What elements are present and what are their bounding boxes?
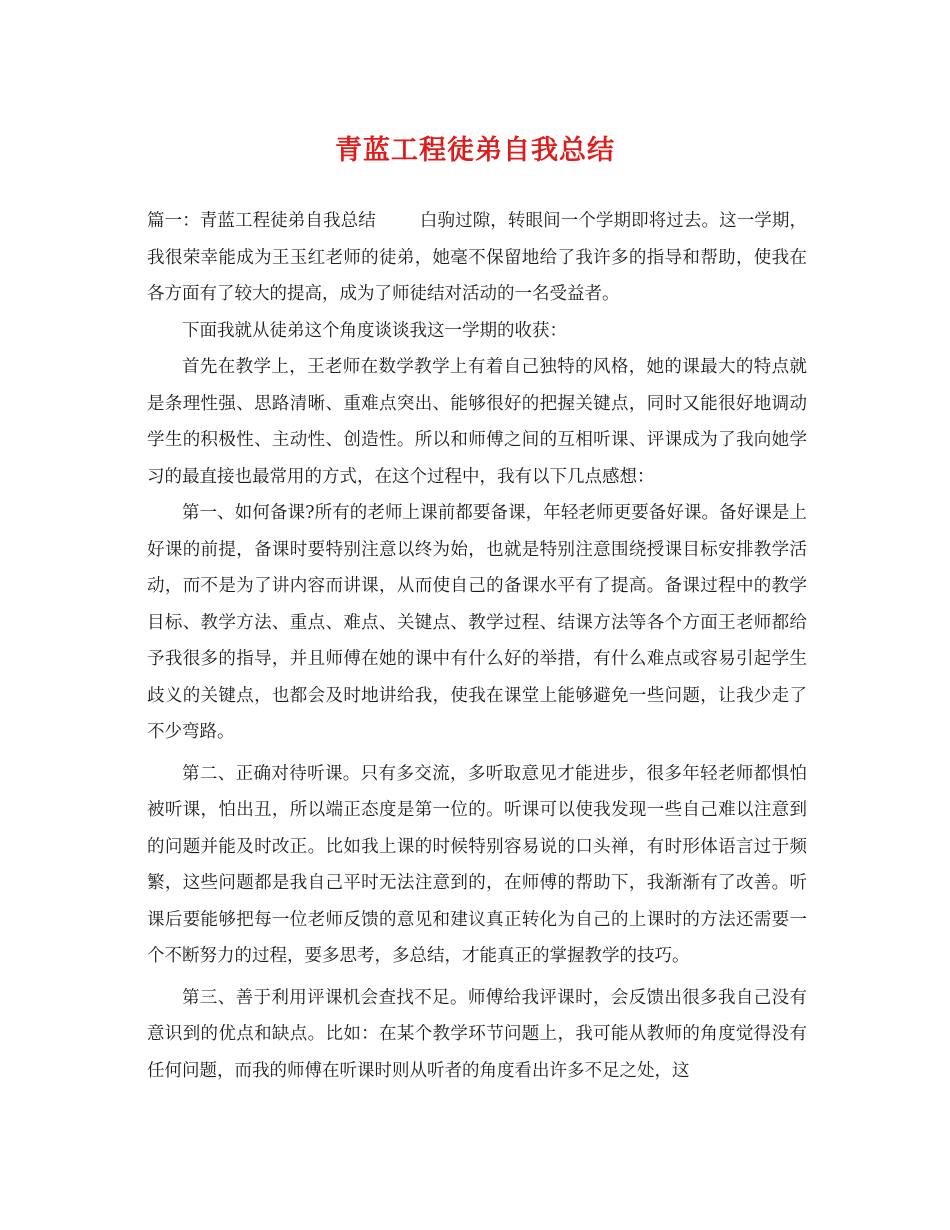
paragraph-teaching: 首先在教学上，王老师在数学教学上有着自己独特的风格，她的课最大的特点就是条理性强、思路清晰、重难点突出、能够很好的把握关键点，同时又能很好地调动学生的积极性、主动性、创造性。所以和师傅之间的互相听课、评课成为了我向她学习的最直接也最常用的方式，在这个过程中，我有以下几点感想： (147, 357, 807, 487)
document-body (147, 203, 807, 1089)
paragraph-harvest: 下面我就从徒弟这个角度谈谈我这一学期的收获： (182, 320, 567, 341)
paragraph-first-point: 第一、如何备课?所有的老师上课前都要备课，年轻老师更要备好课。备好课是上好课的前提，备课时要特别注意以终为始，也就是特别注意围绕授课目标安排教学活动，而不是为了讲内容而讲课，从而使自己的备课水平有了提高。备课过程中的教学目标、教学方法、重点、难点、关键点、教学过程、结课方法等各个方面王老师都给予我很多的指导，并且师傅在她的课中有什么好的举措，有什么难点或容易引起学生歧义的关键点，也都会及时地讲给我，使我在课堂上能够避免一些问题，让我少走了不少弯路。 (147, 503, 807, 742)
paragraph-second-point: 第二、正确对待听课。只有多交流，多听取意见才能进步，很多年轻老师都惧怕被听课，怕出丑，所以端正态度是第一位的。听课可以使我发现一些自己难以注意到的问题并能及时改正。比如我上课的时候特别容易说的口头禅，有时形体语言过于频繁，这些问题都是我自己平时无法注意到的，在师傅的帮助下，我渐渐有了改善。听课后要能够把每一位老师反馈的意见和建议真正转化为自己的上课时的方法还需要一个不断努力的过程，要多思考，多总结，才能真正的掌握教学的技巧。 (147, 763, 807, 966)
paragraph-third-point: 第三、善于利用评课机会查找不足。师傅给我评课时，会反馈出很多我自己没有意识到的优点和缺点。比如：在某个教学环节问题上，我可能从教师的角度觉得没有任何问题，而我的师傅在听课时则从听者的角度看出许多不足之处，这 (147, 987, 807, 1081)
intro-paragraph (147, 203, 807, 313)
intro-label: 篇一：青蓝工程徒弟自我总结 (147, 211, 376, 231)
document-title: 青蓝工程徒弟自我总结 (335, 135, 615, 166)
intro-text: 白驹过隙，转眼间一个学期即将过去。这一学期，我很荣幸能成为王玉红老师的徒弟，她毫不保留地给了我许多的指导和帮助，使我在各方面有了较大的提高，成为了师徒结对活动的一名受益者。 (147, 211, 808, 304)
